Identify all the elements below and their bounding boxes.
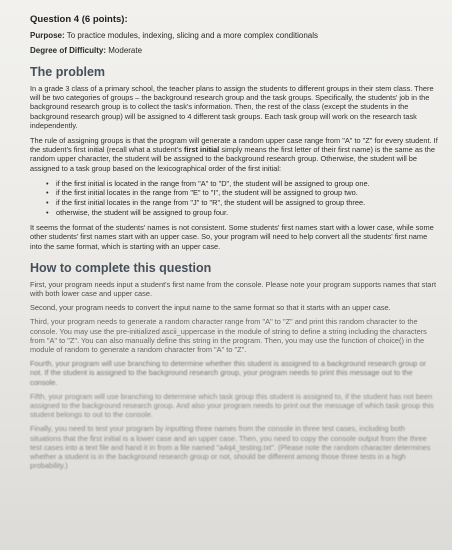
rule-text: otherwise, the student will be assigned to group four.	[56, 207, 229, 217]
difficulty-line	[30, 46, 438, 55]
problem-paragraph-2	[30, 136, 438, 173]
group-rules-list	[30, 179, 438, 217]
problem-p2-before: The rule of assigning groups is that the program will generate a random upper case range from "A" to "Z" for every student. If the student's first initial (recall what a student's	[30, 136, 438, 155]
rule-text: if the first initial is located in the range from "A" to "D", the student will be assigned to group one.	[56, 178, 370, 188]
rule-item-group-two	[48, 188, 438, 198]
step-fourth: Fourth, your program will use branching to determine whether this student is assigned to a background research group or not. If the student is assigned to the background research group, your program needs to print this message out to the console.	[30, 359, 427, 387]
bullet-icon: •	[46, 178, 49, 188]
purpose-label: Purpose:	[30, 31, 65, 40]
difficulty-value: Moderate	[108, 46, 143, 55]
problem-p2-after: simply means the first letter of their first name) is the same as the random upper character, the student will be assigned to the background research group. Otherwise, the student will be assigned to a task group based on the lexicographical order of the first initial:	[30, 145, 435, 173]
problem-p2-bold: first initial	[184, 145, 220, 155]
step-second: Second, your program needs to convert the input name to the same format so that it starts with an upper case.	[30, 303, 391, 313]
step-first: First, your program needs input a student's first name from the console. Please note your program supports names that start with both lower case and upper case.	[30, 279, 437, 299]
bullet-icon: •	[46, 188, 49, 198]
howto-steps	[30, 280, 438, 471]
problem-heading: The problem	[30, 65, 106, 79]
step-finally: Finally, you need to test your program by inputting three names from the console in three test cases, including both situations that the first initial is a lower case and an upper case. Then, you need to copy the console output from the three test cases into a text file and hand it in from a file named "a4q4_testing.txt". (Please note the random character determines whether a student is in the background research group or not, should be different among those three tests in a high probability.)	[30, 424, 431, 471]
bullet-icon: •	[46, 207, 49, 217]
rule-text: if the first initial locates in the range from "J" to "R", the student will be assigned to group three.	[56, 198, 366, 208]
purpose-text: To practice modules, indexing, slicing and a more complex conditionals	[66, 31, 318, 40]
rule-item-group-three	[48, 198, 438, 208]
step-third: Third, your program needs to generate a random character range from "A" to "Z" and print this random character to the console. You may use the pre-initialized ascii_uppercase in the module of string to define a string including the characters from "A" to "Z". You can also manually define this string in the program. Then, you may use the function of choice() in the module of random to generate a random character from "A" to "Z".	[30, 317, 427, 355]
rule-item-group-one	[48, 179, 438, 189]
step-fifth: Fifth, your program will use branching to determine which task group this student is assigned to, if the student has not been assigned to the background research group. And also your program needs to print out the message of which task group this student belongs to out to the console.	[30, 391, 434, 420]
purpose-line	[30, 31, 438, 40]
problem-paragraph-1: In a grade 3 class of a primary school, the teacher plans to assign the students to different groups in their stem class. There will be two categories of groups – the background research group and the task groups. Specifically, the students' job in the background research group is to collect the task's information. Then, the rest of the class (except the students in the background research group) will be assigned to 4 different task groups. Each task group will work on the research task independently.	[30, 84, 434, 130]
problem-paragraph-3: It seems the format of the students' names is not consistent. Some students' first names start with a lower case, while some other students' first names start with an upper case. So, your program will need to help convert all the students' first name into the same format, which is starting with an upper case.	[30, 223, 434, 251]
howto-heading: How to complete this question	[30, 260, 212, 275]
rule-item-group-four	[48, 208, 438, 218]
bullet-icon: •	[46, 198, 49, 208]
difficulty-label: Degree of Difficulty:	[30, 46, 107, 55]
question-title: Question 4 (6 points):	[30, 14, 128, 25]
rule-text: if the first initial locates in the range from "E" to "I", the student will be assigned to group two.	[56, 188, 358, 198]
